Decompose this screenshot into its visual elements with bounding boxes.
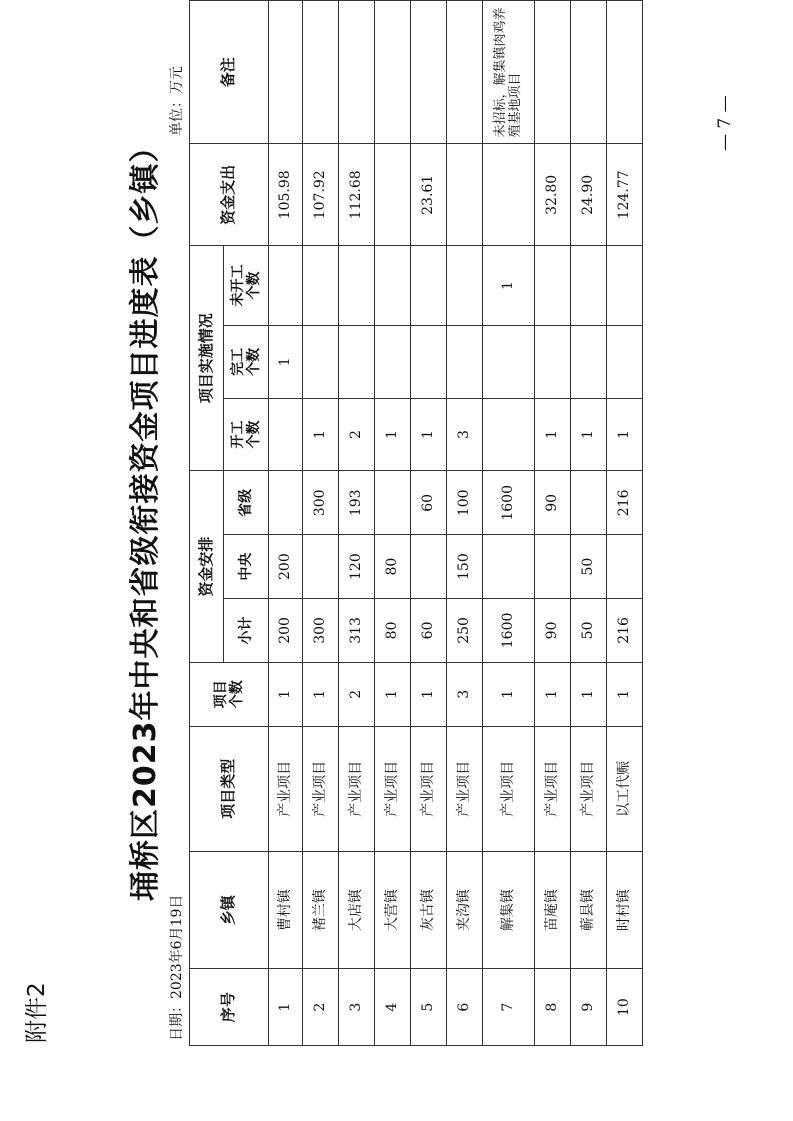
header-completed: 完工个数 (224, 325, 269, 398)
cell-count: 1 (607, 662, 643, 726)
cell-seq: 5 (411, 969, 447, 1046)
cell-type: 产业项目 (339, 726, 375, 851)
cell-completed: 1 (269, 325, 303, 398)
cell-type: 产业项目 (375, 726, 411, 851)
cell-town: 夹沟镇 (447, 851, 483, 968)
cell-provincial: 60 (411, 471, 447, 535)
attachment-label: 附件2 (24, 982, 50, 1043)
cell-remarks (375, 1, 411, 144)
cell-remarks (411, 1, 447, 144)
cell-central: 200 (269, 535, 303, 599)
header-implementation: 项目实施情况 (190, 246, 224, 471)
table-row (607, 1, 643, 1046)
cell-subtotal: 50 (571, 599, 607, 663)
cell-town: 褚兰镇 (303, 851, 339, 968)
cell-count: 1 (269, 662, 303, 726)
cell-town: 曹村镇 (269, 851, 303, 968)
cell-provincial: 1600 (483, 471, 535, 535)
unit-label: 单位：万元 (169, 66, 185, 136)
table-row (571, 1, 607, 1046)
cell-count: 1 (535, 662, 571, 726)
cell-not-started (339, 246, 375, 326)
cell-seq: 6 (447, 969, 483, 1046)
cell-expenditure (447, 144, 483, 246)
cell-expenditure: 107.92 (303, 144, 339, 246)
cell-completed (339, 325, 375, 398)
cell-remarks (607, 1, 643, 144)
cell-remarks (535, 1, 571, 144)
progress-table (189, 0, 643, 1046)
cell-town: 时村镇 (607, 851, 643, 968)
cell-completed (303, 325, 339, 398)
header-funding: 资金安排 (190, 471, 224, 662)
cell-remarks (303, 1, 339, 144)
cell-started: 1 (571, 398, 607, 471)
cell-completed (483, 325, 535, 398)
cell-subtotal: 250 (447, 599, 483, 663)
page-number: — 7 — (715, 95, 735, 151)
header-started: 开工个数 (224, 398, 269, 471)
date-label: 日期：2023年6月19日 (169, 894, 185, 1041)
cell-seq: 1 (269, 969, 303, 1046)
cell-central (411, 535, 447, 599)
cell-expenditure: 23.61 (411, 144, 447, 246)
cell-started (269, 398, 303, 471)
cell-not-started: 1 (483, 246, 535, 326)
cell-subtotal: 200 (269, 599, 303, 663)
cell-completed (411, 325, 447, 398)
table-row (411, 1, 447, 1046)
cell-started (483, 398, 535, 471)
header-type: 项目类型 (190, 726, 269, 851)
cell-seq: 9 (571, 969, 607, 1046)
cell-type: 产业项目 (269, 726, 303, 851)
cell-seq: 2 (303, 969, 339, 1046)
table-row (535, 1, 571, 1046)
cell-seq: 10 (607, 969, 643, 1046)
cell-provincial: 300 (303, 471, 339, 535)
cell-town: 解集镇 (483, 851, 535, 968)
cell-provincial: 90 (535, 471, 571, 535)
table-row (447, 1, 483, 1046)
cell-completed (607, 325, 643, 398)
cell-completed (375, 325, 411, 398)
table-row (303, 1, 339, 1046)
cell-central (607, 535, 643, 599)
cell-started: 2 (339, 398, 375, 471)
cell-started: 1 (375, 398, 411, 471)
header-not-started: 未开工个数 (224, 246, 269, 326)
header-remarks: 备注 (190, 1, 269, 144)
cell-count: 3 (447, 662, 483, 726)
cell-type: 产业项目 (483, 726, 535, 851)
cell-remarks (269, 1, 303, 144)
cell-town: 大营镇 (375, 851, 411, 968)
cell-not-started (269, 246, 303, 326)
cell-not-started (411, 246, 447, 326)
header-subtotal: 小计 (224, 599, 269, 663)
cell-count: 1 (375, 662, 411, 726)
table-row (339, 1, 375, 1046)
cell-central (303, 535, 339, 599)
cell-type: 以工代赈 (607, 726, 643, 851)
cell-type: 产业项目 (535, 726, 571, 851)
cell-expenditure (483, 144, 535, 246)
cell-subtotal: 216 (607, 599, 643, 663)
cell-provincial (571, 471, 607, 535)
cell-expenditure: 24.90 (571, 144, 607, 246)
cell-count: 1 (303, 662, 339, 726)
cell-started: 3 (447, 398, 483, 471)
cell-not-started (447, 246, 483, 326)
cell-started: 1 (411, 398, 447, 471)
cell-subtotal: 80 (375, 599, 411, 663)
cell-provincial: 216 (607, 471, 643, 535)
header-count: 项目个数 (190, 662, 269, 726)
cell-subtotal: 90 (535, 599, 571, 663)
cell-subtotal: 60 (411, 599, 447, 663)
header-expenditure: 资金支出 (190, 144, 269, 246)
header-row-1 (190, 1, 224, 1046)
cell-remarks: 未招标，解集镇肉鸡养殖基地项目 (483, 1, 535, 144)
header-provincial: 省级 (224, 471, 269, 535)
cell-started: 1 (535, 398, 571, 471)
cell-seq: 4 (375, 969, 411, 1046)
cell-town: 苗庵镇 (535, 851, 571, 968)
cell-expenditure: 112.68 (339, 144, 375, 246)
cell-town: 蕲县镇 (571, 851, 607, 968)
cell-remarks (339, 1, 375, 144)
cell-central (483, 535, 535, 599)
cell-central: 80 (375, 535, 411, 599)
header-central: 中央 (224, 535, 269, 599)
cell-expenditure: 124.77 (607, 144, 643, 246)
cell-count: 1 (483, 662, 535, 726)
cell-type: 产业项目 (447, 726, 483, 851)
cell-seq: 7 (483, 969, 535, 1046)
cell-expenditure (375, 144, 411, 246)
cell-count: 2 (339, 662, 375, 726)
cell-not-started (303, 246, 339, 326)
table-row (375, 1, 411, 1046)
header-seq: 序号 (190, 969, 269, 1046)
cell-subtotal: 313 (339, 599, 375, 663)
cell-remarks (447, 1, 483, 144)
cell-started: 1 (607, 398, 643, 471)
table-row (483, 1, 535, 1046)
cell-central (535, 535, 571, 599)
cell-not-started (607, 246, 643, 326)
cell-expenditure: 32.80 (535, 144, 571, 246)
cell-started: 1 (303, 398, 339, 471)
cell-central: 120 (339, 535, 375, 599)
cell-not-started (571, 246, 607, 326)
table-row (269, 1, 303, 1046)
cell-completed (447, 325, 483, 398)
header-town: 乡镇 (190, 851, 269, 968)
cell-type: 产业项目 (571, 726, 607, 851)
cell-seq: 8 (535, 969, 571, 1046)
cell-provincial: 100 (447, 471, 483, 535)
cell-completed (571, 325, 607, 398)
cell-subtotal: 1600 (483, 599, 535, 663)
cell-type: 产业项目 (303, 726, 339, 851)
cell-count: 1 (571, 662, 607, 726)
cell-provincial: 193 (339, 471, 375, 535)
cell-type: 产业项目 (411, 726, 447, 851)
cell-central: 50 (571, 535, 607, 599)
cell-remarks (571, 1, 607, 144)
cell-count: 1 (411, 662, 447, 726)
cell-not-started (535, 246, 571, 326)
cell-town: 灰古镇 (411, 851, 447, 968)
cell-provincial (375, 471, 411, 535)
cell-provincial (269, 471, 303, 535)
cell-central: 150 (447, 535, 483, 599)
cell-seq: 3 (339, 969, 375, 1046)
cell-not-started (375, 246, 411, 326)
cell-expenditure: 105.98 (269, 144, 303, 246)
cell-town: 大店镇 (339, 851, 375, 968)
cell-subtotal: 300 (303, 599, 339, 663)
cell-completed (535, 325, 571, 398)
page-title: 埇桥区2023年中央和省级衔接资金项目进度表（乡镇） (128, 131, 163, 901)
